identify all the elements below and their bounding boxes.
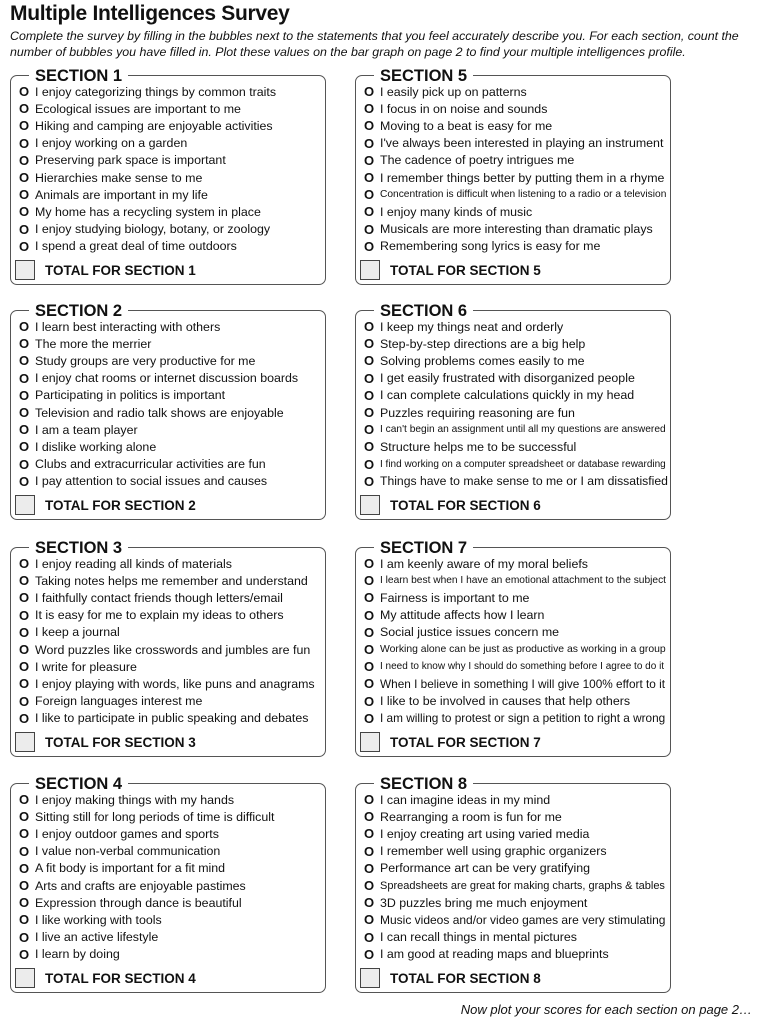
survey-statement: It is easy for me to explain my ideas to others bbox=[35, 608, 284, 623]
survey-item bbox=[19, 877, 323, 894]
survey-statement: My home has a recycling system in place bbox=[35, 204, 261, 219]
survey-item bbox=[364, 607, 668, 624]
answer-bubble[interactable]: O bbox=[19, 101, 30, 117]
survey-item bbox=[364, 589, 668, 606]
answer-bubble[interactable]: O bbox=[364, 456, 375, 472]
answer-bubble[interactable]: O bbox=[19, 556, 30, 572]
survey-statement: I can imagine ideas in my mind bbox=[380, 792, 551, 807]
survey-item bbox=[19, 238, 323, 255]
answer-bubble[interactable]: O bbox=[364, 187, 375, 203]
survey-statement: Participating in politics is important bbox=[35, 388, 226, 403]
section-6 bbox=[355, 302, 671, 520]
answer-bubble[interactable]: O bbox=[19, 319, 30, 335]
survey-statement: I am a team player bbox=[35, 422, 138, 437]
survey-item bbox=[364, 421, 668, 438]
answer-bubble[interactable]: O bbox=[19, 809, 30, 825]
survey-item bbox=[19, 135, 323, 152]
answer-bubble[interactable]: O bbox=[19, 929, 30, 945]
survey-statement: I enjoy many kinds of music bbox=[380, 204, 533, 219]
section-items bbox=[19, 83, 323, 255]
survey-item bbox=[364, 335, 668, 352]
total-label: TOTAL FOR SECTION 4 bbox=[45, 970, 196, 986]
survey-item bbox=[364, 843, 668, 860]
answer-bubble[interactable]: O bbox=[19, 221, 30, 237]
survey-statement: Hiking and camping are enjoyable activities bbox=[35, 118, 273, 133]
survey-item bbox=[364, 221, 668, 238]
survey-item bbox=[364, 387, 668, 404]
survey-item bbox=[19, 894, 323, 911]
survey-statement: I like working with tools bbox=[35, 912, 162, 927]
survey-item bbox=[364, 100, 668, 117]
survey-item bbox=[19, 152, 323, 169]
survey-statement: Ecological issues are important to me bbox=[35, 101, 241, 116]
survey-item bbox=[19, 117, 323, 134]
answer-bubble[interactable]: O bbox=[364, 860, 375, 876]
survey-statement: Working alone can be just as productive as working in a group bbox=[380, 644, 666, 656]
survey-statement: Rearranging a room is fun for me bbox=[380, 809, 562, 824]
survey-item bbox=[19, 808, 323, 825]
survey-statement: I am willing to protest or sign a petition to right a wrong bbox=[380, 711, 666, 726]
survey-item bbox=[19, 335, 323, 352]
survey-statement: I value non-verbal communication bbox=[35, 844, 221, 859]
survey-item bbox=[19, 370, 323, 387]
answer-bubble[interactable]: O bbox=[19, 152, 30, 168]
answer-bubble[interactable]: O bbox=[19, 659, 30, 675]
survey-statement: I remember well using graphic organizers bbox=[380, 844, 607, 859]
total-label: TOTAL FOR SECTION 3 bbox=[45, 734, 196, 750]
total-input-box[interactable] bbox=[15, 968, 35, 988]
answer-bubble[interactable]: O bbox=[364, 809, 375, 825]
survey-item bbox=[19, 572, 323, 589]
section-1 bbox=[10, 67, 326, 285]
survey-item bbox=[19, 169, 323, 186]
answer-bubble[interactable]: O bbox=[364, 929, 375, 945]
survey-statement: Puzzles requiring reasoning are fun bbox=[380, 405, 575, 420]
survey-statement: I can't begin an assignment until all my questions are answered bbox=[380, 424, 666, 436]
answer-bubble[interactable]: O bbox=[364, 221, 375, 237]
survey-statement: I faithfully contact friends though letters/email bbox=[35, 590, 283, 605]
answer-bubble[interactable]: O bbox=[19, 405, 30, 421]
answer-bubble[interactable]: O bbox=[19, 590, 30, 606]
survey-item bbox=[364, 693, 668, 710]
survey-statement: I enjoy outdoor games and sports bbox=[35, 826, 219, 841]
survey-statement: The cadence of poetry intrigues me bbox=[380, 153, 575, 168]
survey-statement: Clubs and extracurricular activities are fun bbox=[35, 457, 266, 472]
answer-bubble[interactable]: O bbox=[19, 642, 30, 658]
survey-item bbox=[364, 946, 668, 963]
survey-item bbox=[364, 318, 668, 335]
survey-statement: Sitting still for long periods of time is difficult bbox=[35, 809, 275, 824]
survey-item bbox=[364, 641, 668, 658]
footer-note: Now plot your scores for each section on page 2… bbox=[460, 1002, 752, 1017]
answer-bubble[interactable]: O bbox=[364, 843, 375, 859]
survey-item bbox=[364, 911, 668, 928]
survey-item bbox=[19, 421, 323, 438]
survey-statement: Word puzzles like crosswords and jumbles are fun bbox=[35, 642, 311, 657]
total-input-box[interactable] bbox=[360, 732, 380, 752]
survey-statement: I learn best when I have an emotional attachment to the subject bbox=[380, 575, 666, 587]
survey-statement: I spend a great deal of time outdoors bbox=[35, 239, 237, 254]
survey-item bbox=[364, 808, 668, 825]
survey-statement: I dislike working alone bbox=[35, 439, 157, 454]
total-row bbox=[15, 495, 196, 515]
survey-statement: I enjoy working on a garden bbox=[35, 136, 188, 151]
survey-item bbox=[364, 186, 668, 203]
survey-statement: Study groups are very productive for me bbox=[35, 353, 256, 368]
total-input-box[interactable] bbox=[360, 495, 380, 515]
survey-item bbox=[19, 404, 323, 421]
survey-item bbox=[364, 572, 668, 589]
answer-bubble[interactable]: O bbox=[19, 624, 30, 640]
total-input-box[interactable] bbox=[360, 260, 380, 280]
survey-statement: Music videos and/or video games are very stimulating bbox=[380, 912, 666, 927]
survey-item bbox=[19, 318, 323, 335]
answer-bubble[interactable]: O bbox=[19, 238, 30, 254]
answer-bubble[interactable]: O bbox=[19, 473, 30, 489]
section-7 bbox=[355, 539, 671, 757]
survey-item bbox=[19, 589, 323, 606]
answer-bubble[interactable]: O bbox=[364, 676, 375, 692]
survey-statement: Preserving park space is important bbox=[35, 153, 226, 168]
survey-item bbox=[364, 791, 668, 808]
answer-bubble[interactable]: O bbox=[19, 860, 30, 876]
answer-bubble[interactable]: O bbox=[19, 946, 30, 962]
survey-statement: Social justice issues concern me bbox=[380, 625, 560, 640]
survey-item bbox=[364, 203, 668, 220]
section-8 bbox=[355, 775, 671, 993]
answer-bubble[interactable]: O bbox=[364, 826, 375, 842]
answer-bubble[interactable]: O bbox=[364, 353, 375, 369]
total-label: TOTAL FOR SECTION 8 bbox=[390, 970, 541, 986]
survey-statement: Expression through dance is beautiful bbox=[35, 895, 242, 910]
survey-item bbox=[19, 860, 323, 877]
section-title: SECTION 8 bbox=[374, 774, 473, 794]
survey-statement: I learn best interacting with others bbox=[35, 319, 221, 334]
survey-item bbox=[19, 675, 323, 692]
survey-statement: Moving to a beat is easy for me bbox=[380, 118, 553, 133]
survey-statement: Foreign languages interest me bbox=[35, 694, 203, 709]
survey-statement: I enjoy chat rooms or internet discussion boards bbox=[35, 371, 299, 386]
survey-statement: I learn by doing bbox=[35, 947, 120, 962]
survey-item bbox=[19, 693, 323, 710]
total-row bbox=[360, 732, 541, 752]
total-label: TOTAL FOR SECTION 2 bbox=[45, 497, 196, 513]
survey-item bbox=[19, 641, 323, 658]
survey-statement: I enjoy reading all kinds of materials bbox=[35, 556, 232, 571]
survey-statement: I remember things better by putting them in a rhyme bbox=[380, 170, 665, 185]
survey-statement: Things have to make sense to me or I am dissatisfied bbox=[380, 474, 668, 489]
survey-item bbox=[364, 555, 668, 572]
survey-statement: I enjoy creating art using varied media bbox=[380, 826, 590, 841]
survey-item bbox=[19, 946, 323, 963]
total-row bbox=[360, 968, 541, 988]
survey-item bbox=[19, 352, 323, 369]
answer-bubble[interactable]: O bbox=[364, 573, 375, 589]
answer-bubble[interactable]: O bbox=[19, 422, 30, 438]
survey-item bbox=[364, 675, 668, 692]
answer-bubble[interactable]: O bbox=[364, 204, 375, 220]
survey-statement: Concentration is difficult when listening to a radio or a television bbox=[380, 189, 667, 201]
survey-statement: I pay attention to social issues and causes bbox=[35, 474, 268, 489]
survey-item bbox=[364, 152, 668, 169]
answer-bubble[interactable]: O bbox=[19, 370, 30, 386]
answer-bubble[interactable]: O bbox=[364, 710, 375, 726]
survey-statement: My attitude affects how I learn bbox=[380, 608, 545, 623]
answer-bubble[interactable]: O bbox=[364, 473, 375, 489]
survey-item bbox=[19, 624, 323, 641]
survey-statement: Remembering song lyrics is easy for me bbox=[380, 239, 601, 254]
survey-statement: The more the merrier bbox=[35, 336, 152, 351]
survey-statement: I find working on a computer spreadsheet or database rewarding bbox=[380, 458, 666, 470]
survey-statement: Performance art can be very gratifying bbox=[380, 861, 591, 876]
answer-bubble[interactable]: O bbox=[19, 439, 30, 455]
answer-bubble[interactable]: O bbox=[364, 170, 375, 186]
survey-item bbox=[364, 860, 668, 877]
answer-bubble[interactable]: O bbox=[19, 336, 30, 352]
survey-item bbox=[364, 83, 668, 100]
survey-statement: I enjoy making things with my hands bbox=[35, 792, 235, 807]
total-input-box[interactable] bbox=[15, 732, 35, 752]
answer-bubble[interactable]: O bbox=[364, 912, 375, 928]
answer-bubble[interactable]: O bbox=[19, 84, 30, 100]
survey-item bbox=[364, 658, 668, 675]
answer-bubble[interactable]: O bbox=[19, 607, 30, 623]
survey-item bbox=[19, 929, 323, 946]
total-label: TOTAL FOR SECTION 5 bbox=[390, 262, 541, 278]
survey-statement: Arts and crafts are enjoyable pastimes bbox=[35, 878, 246, 893]
page-title: Multiple Intelligences Survey bbox=[10, 2, 290, 25]
answer-bubble[interactable]: O bbox=[364, 878, 375, 894]
survey-item bbox=[19, 456, 323, 473]
answer-bubble[interactable]: O bbox=[19, 912, 30, 928]
section-items bbox=[364, 83, 668, 255]
survey-statement: I need to know why I should do something before I agree to do it bbox=[380, 661, 665, 673]
instructions: Complete the survey by filling in the bubbles next to the statements that you feel accurately describe you. For each section, count the number of bubbles you have filled in. Plot these values on the bar graph on page 2 to find your multiple intelligences profile. bbox=[10, 29, 739, 59]
total-input-box[interactable] bbox=[15, 260, 35, 280]
answer-bubble[interactable]: O bbox=[364, 118, 375, 134]
answer-bubble[interactable]: O bbox=[364, 590, 375, 606]
section-items bbox=[364, 318, 668, 490]
survey-item bbox=[364, 135, 668, 152]
survey-item bbox=[19, 387, 323, 404]
survey-statement: I like to participate in public speaking and debates bbox=[35, 711, 309, 726]
total-row bbox=[360, 260, 541, 280]
survey-statement: Animals are important in my life bbox=[35, 187, 208, 202]
survey-statement: I am keenly aware of my moral beliefs bbox=[380, 556, 588, 571]
survey-statement: I enjoy categorizing things by common traits bbox=[35, 84, 277, 99]
answer-bubble[interactable]: O bbox=[364, 370, 375, 386]
answer-bubble[interactable]: O bbox=[364, 101, 375, 117]
survey-statement: Spreadsheets are great for making charts, graphs & tables bbox=[380, 879, 665, 892]
survey-item bbox=[19, 100, 323, 117]
survey-statement: Step-by-step directions are a big help bbox=[380, 336, 586, 351]
survey-item bbox=[19, 843, 323, 860]
answer-bubble[interactable]: O bbox=[19, 878, 30, 894]
total-input-box[interactable] bbox=[15, 495, 35, 515]
survey-statement: I focus in on noise and sounds bbox=[380, 101, 548, 116]
survey-statement: A fit body is important for a fit mind bbox=[35, 861, 226, 876]
answer-bubble[interactable]: O bbox=[364, 405, 375, 421]
survey-statement: When I believe in something I will give 100% effort to it bbox=[380, 676, 666, 691]
survey-statement: Musicals are more interesting than dramatic plays bbox=[380, 222, 653, 237]
answer-bubble[interactable]: O bbox=[19, 573, 30, 589]
survey-item bbox=[364, 352, 668, 369]
survey-item bbox=[364, 438, 668, 455]
answer-bubble[interactable]: O bbox=[364, 556, 375, 572]
answer-bubble[interactable]: O bbox=[364, 895, 375, 911]
answer-bubble[interactable]: O bbox=[364, 238, 375, 254]
survey-item bbox=[19, 607, 323, 624]
answer-bubble[interactable]: O bbox=[19, 895, 30, 911]
survey-statement: I keep a journal bbox=[35, 625, 120, 640]
answer-bubble[interactable]: O bbox=[19, 204, 30, 220]
survey-statement: I enjoy studying biology, botany, or zoology bbox=[35, 222, 271, 237]
answer-bubble[interactable]: O bbox=[19, 187, 30, 203]
total-label: TOTAL FOR SECTION 7 bbox=[390, 734, 541, 750]
survey-statement: I keep my things neat and orderly bbox=[380, 319, 564, 334]
answer-bubble[interactable]: O bbox=[19, 135, 30, 151]
answer-bubble[interactable]: O bbox=[364, 642, 375, 658]
survey-statement: Solving problems comes easily to me bbox=[380, 353, 585, 368]
survey-statement: Taking notes helps me remember and understand bbox=[35, 573, 308, 588]
total-row bbox=[360, 495, 541, 515]
answer-bubble[interactable]: O bbox=[19, 353, 30, 369]
survey-statement: I like to be involved in causes that help others bbox=[380, 694, 631, 709]
survey-item bbox=[19, 791, 323, 808]
answer-bubble[interactable]: O bbox=[364, 84, 375, 100]
survey-item bbox=[19, 221, 323, 238]
survey-statement: I can recall things in mental pictures bbox=[380, 930, 577, 945]
survey-item bbox=[364, 456, 668, 473]
answer-bubble[interactable]: O bbox=[19, 710, 30, 726]
answer-bubble[interactable]: O bbox=[364, 439, 375, 455]
section-title: SECTION 1 bbox=[29, 66, 128, 86]
section-2 bbox=[10, 302, 326, 520]
survey-item bbox=[19, 438, 323, 455]
section-3 bbox=[10, 539, 326, 757]
answer-bubble[interactable]: O bbox=[19, 387, 30, 403]
total-row bbox=[15, 260, 196, 280]
section-title: SECTION 7 bbox=[374, 538, 473, 558]
section-items bbox=[364, 555, 668, 727]
answer-bubble[interactable]: O bbox=[364, 135, 375, 151]
survey-item bbox=[364, 929, 668, 946]
survey-item bbox=[364, 710, 668, 727]
section-title: SECTION 4 bbox=[29, 774, 128, 794]
survey-statement: Television and radio talk shows are enjoyable bbox=[35, 405, 284, 420]
answer-bubble[interactable]: O bbox=[364, 319, 375, 335]
answer-bubble[interactable]: O bbox=[19, 170, 30, 186]
survey-item bbox=[364, 404, 668, 421]
section-title: SECTION 2 bbox=[29, 301, 128, 321]
answer-bubble[interactable]: O bbox=[364, 387, 375, 403]
answer-bubble[interactable]: O bbox=[19, 826, 30, 842]
answer-bubble[interactable]: O bbox=[364, 693, 375, 709]
answer-bubble[interactable]: O bbox=[19, 676, 30, 692]
section-4 bbox=[10, 775, 326, 993]
survey-item bbox=[364, 624, 668, 641]
total-row bbox=[15, 732, 196, 752]
answer-bubble[interactable]: O bbox=[364, 659, 375, 675]
survey-statement: Hierarchies make sense to me bbox=[35, 170, 203, 185]
survey-statement: I get easily frustrated with disorganized people bbox=[380, 371, 635, 386]
total-row bbox=[15, 968, 196, 988]
section-title: SECTION 6 bbox=[374, 301, 473, 321]
survey-item bbox=[19, 186, 323, 203]
section-items bbox=[19, 791, 323, 963]
section-title: SECTION 5 bbox=[374, 66, 473, 86]
survey-item bbox=[19, 555, 323, 572]
answer-bubble[interactable]: O bbox=[19, 792, 30, 808]
survey-statement: I am good at reading maps and blueprints bbox=[380, 947, 609, 962]
survey-item bbox=[364, 825, 668, 842]
survey-item bbox=[364, 370, 668, 387]
section-5 bbox=[355, 67, 671, 285]
answer-bubble[interactable]: O bbox=[364, 624, 375, 640]
survey-item bbox=[364, 894, 668, 911]
total-label: TOTAL FOR SECTION 1 bbox=[45, 262, 196, 278]
section-title: SECTION 3 bbox=[29, 538, 128, 558]
answer-bubble[interactable]: O bbox=[19, 693, 30, 709]
answer-bubble[interactable]: O bbox=[19, 118, 30, 134]
survey-item bbox=[19, 658, 323, 675]
survey-item bbox=[364, 877, 668, 894]
survey-item bbox=[19, 83, 323, 100]
survey-statement: I can complete calculations quickly in my head bbox=[380, 388, 635, 403]
section-items bbox=[19, 318, 323, 490]
total-label: TOTAL FOR SECTION 6 bbox=[390, 497, 541, 513]
answer-bubble[interactable]: O bbox=[364, 336, 375, 352]
answer-bubble[interactable]: O bbox=[19, 456, 30, 472]
survey-item bbox=[19, 203, 323, 220]
survey-item bbox=[364, 238, 668, 255]
survey-statement: 3D puzzles bring me much enjoyment bbox=[380, 895, 588, 910]
answer-bubble[interactable]: O bbox=[364, 152, 375, 168]
survey-item bbox=[19, 911, 323, 928]
survey-statement: I've always been interested in playing an instrument bbox=[380, 136, 664, 151]
answer-bubble[interactable]: O bbox=[364, 792, 375, 808]
section-items bbox=[364, 791, 668, 963]
survey-item bbox=[19, 710, 323, 727]
survey-statement: I live an active lifestyle bbox=[35, 930, 159, 945]
total-input-box[interactable] bbox=[360, 968, 380, 988]
survey-statement: I enjoy playing with words, like puns and anagrams bbox=[35, 676, 315, 691]
survey-item bbox=[364, 169, 668, 186]
survey-statement: I easily pick up on patterns bbox=[380, 84, 527, 99]
survey-statement: I write for pleasure bbox=[35, 659, 137, 674]
survey-item bbox=[19, 825, 323, 842]
survey-item bbox=[364, 473, 668, 490]
survey-statement: Fairness is important to me bbox=[380, 590, 530, 605]
answer-bubble[interactable]: O bbox=[364, 607, 375, 623]
answer-bubble[interactable]: O bbox=[364, 946, 375, 962]
survey-statement: Structure helps me to be successful bbox=[380, 439, 577, 454]
answer-bubble[interactable]: O bbox=[364, 422, 375, 438]
answer-bubble[interactable]: O bbox=[19, 843, 30, 859]
survey-item bbox=[19, 473, 323, 490]
survey-item bbox=[364, 117, 668, 134]
section-items bbox=[19, 555, 323, 727]
